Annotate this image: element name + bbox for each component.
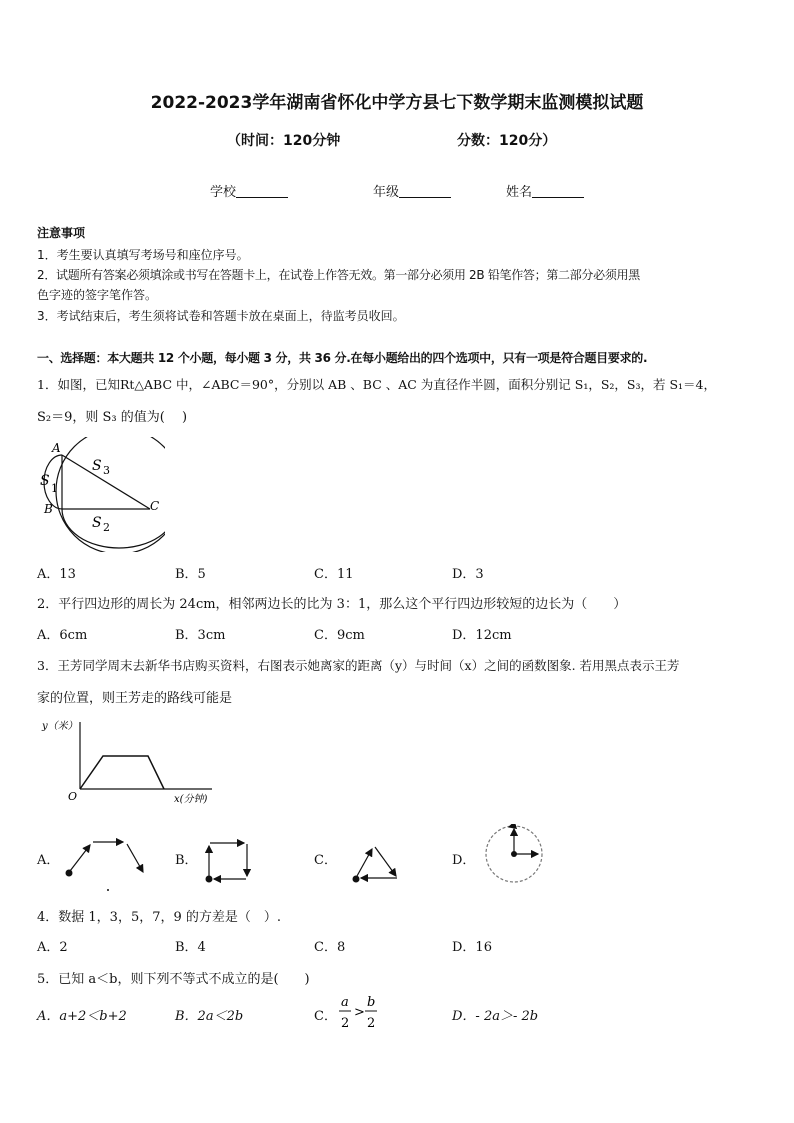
origin-label: O bbox=[68, 790, 78, 803]
q3-option-a[interactable]: A． bbox=[37, 853, 60, 868]
note-2b: 色字迹的签字笔作答。 bbox=[37, 288, 158, 302]
q2-option-c[interactable]: C．9cm bbox=[314, 628, 365, 643]
q2-option-d[interactable]: D．12cm bbox=[452, 628, 512, 643]
label-s2: S bbox=[92, 515, 102, 531]
q4-option-c[interactable]: C．8 bbox=[314, 940, 346, 955]
page-title: 2022-2023学年湖南省怀化中学方县七下数学期末监测模拟试题 bbox=[150, 93, 644, 113]
q5-text: 5．已知 a＜b，则下列不等式不成立的是( ) bbox=[37, 972, 310, 987]
q1-option-b[interactable]: B．5 bbox=[175, 567, 206, 582]
q4-text: 4．数据 1，3，5，7，9 的方差是（ ）. bbox=[37, 910, 282, 925]
y-axis-label: y（米） bbox=[42, 721, 78, 732]
q3-graph bbox=[40, 716, 250, 812]
q3-line1: 3．王芳同学周末去新华书店购买资料，右图表示她离家的距离（y）与时间（x）之间的函数图象. 若用黑点表示王芳 bbox=[37, 658, 680, 673]
q3-route-d bbox=[483, 824, 549, 886]
s3-circle bbox=[56, 437, 165, 552]
note-2a: 2．试题所有答案必须填涂或书写在答题卡上，在试卷上作答无效。第一部分必须用 2B 铅笔作答；第二部分必须用黑 bbox=[37, 268, 640, 282]
q1-option-c[interactable]: C．11 bbox=[314, 567, 354, 582]
label-s1: S bbox=[40, 473, 50, 489]
q3-option-d[interactable]: D． bbox=[452, 853, 476, 868]
name-label: 姓名 bbox=[506, 185, 533, 200]
q4-option-d[interactable]: D．16 bbox=[452, 940, 492, 955]
frac-b-num: b bbox=[367, 995, 376, 1010]
q1-line1: 1．如图，已知Rt△ABC 中，∠ABC＝90°，分别以 AB 、BC 、AC 为直径作半圆，面积分别记 S₁，S₂，S₃，若 S₁＝4， bbox=[37, 377, 716, 392]
q1-option-d[interactable]: D．3 bbox=[452, 567, 484, 582]
note-3: 3．考试结束后，考生须将试卷和答题卡放在桌面上，待监考员收回。 bbox=[37, 309, 405, 323]
q3-route-c bbox=[346, 840, 406, 888]
q3-option-b[interactable]: B． bbox=[175, 853, 198, 868]
name-blank bbox=[532, 185, 584, 198]
school-blank bbox=[236, 185, 288, 198]
exam-time: （时间：120分钟 bbox=[227, 133, 341, 149]
label-s3: S bbox=[92, 458, 102, 474]
frac-op: > bbox=[354, 1005, 365, 1020]
q2-option-a[interactable]: A．6cm bbox=[37, 628, 88, 643]
q2-option-b[interactable]: B．3cm bbox=[175, 628, 226, 643]
exam-score: 分数：120分） bbox=[457, 133, 557, 149]
label-s1-sub: 1 bbox=[51, 482, 58, 495]
label-a: A bbox=[52, 441, 61, 455]
q3-route-a bbox=[60, 830, 150, 892]
q1-line2: S₂＝9，则 S₃ 的值为( ) bbox=[37, 410, 188, 425]
q4-option-b[interactable]: B．4 bbox=[175, 940, 206, 955]
grade-field[interactable] bbox=[373, 181, 451, 200]
note-1: 1．考生要认真填写考场号和座位序号。 bbox=[37, 248, 249, 262]
frac-a-num: a bbox=[341, 995, 349, 1010]
q1-option-a[interactable]: A．13 bbox=[37, 567, 76, 582]
school-label: 学校 bbox=[210, 185, 237, 200]
x-axis-label: x(分钟) bbox=[174, 794, 208, 805]
s2-semicircle bbox=[62, 509, 165, 548]
q3-line2: 家的位置，则王芳走的路线可能是 bbox=[37, 691, 233, 706]
label-b: B bbox=[44, 502, 53, 516]
label-s2-sub: 2 bbox=[103, 521, 110, 534]
notes-heading: 注意事项 bbox=[37, 226, 86, 240]
q5-option-c[interactable]: C． bbox=[314, 1009, 337, 1024]
grade-label: 年级 bbox=[373, 185, 400, 200]
q5-option-a[interactable]: A．a+2＜b+2 bbox=[37, 1009, 127, 1024]
q1-figure bbox=[30, 437, 165, 552]
q5-option-c-fraction bbox=[334, 990, 384, 1034]
distance-line bbox=[80, 756, 164, 789]
grade-blank bbox=[399, 185, 451, 198]
section-heading: 一、选择题：本大题共 12 个小题，每小题 3 分，共 36 分.在每小题给出的四个选项中，只有一项是符合题目要求的. bbox=[37, 351, 648, 365]
name-field[interactable] bbox=[506, 181, 584, 200]
q3-route-b bbox=[200, 838, 256, 886]
school-field[interactable] bbox=[210, 181, 288, 200]
q3-option-c[interactable]: C． bbox=[314, 853, 337, 868]
q4-option-a[interactable]: A．2 bbox=[37, 940, 68, 955]
q5-option-d[interactable]: D．- 2a＞- 2b bbox=[452, 1009, 539, 1024]
frac-b-den: 2 bbox=[367, 1016, 376, 1031]
label-c: C bbox=[150, 499, 160, 513]
q5-option-b[interactable]: B．2a＜2b bbox=[175, 1009, 244, 1024]
q2-text: 2．平行四边形的周长为 24cm，相邻两边长的比为 3：1，那么这个平行四边形较短的边长为（ ） bbox=[37, 597, 627, 612]
label-s3-sub: 3 bbox=[103, 464, 110, 477]
frac-a-den: 2 bbox=[341, 1016, 350, 1031]
